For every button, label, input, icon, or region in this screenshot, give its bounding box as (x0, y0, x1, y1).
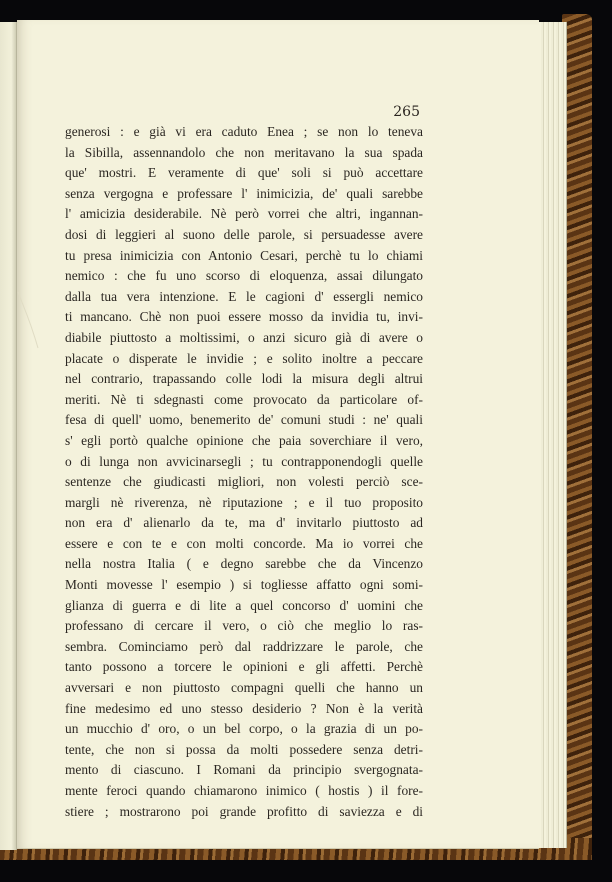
text-line: l' amicizia desiderabile. Nè però vorrei che altri, ingannan- (65, 206, 423, 222)
page-stack-edges (536, 22, 567, 848)
text-line: nella nostra Italia ( e degno sarebbe che da Vincenzo (65, 556, 423, 572)
body-text (65, 122, 423, 822)
text-line: senza vergogna e professare l' inimicizia, de' quali sarebbe (65, 185, 423, 201)
text-line: mento di ciascuno. I Romani da principio svergognata- (65, 762, 423, 778)
text-line: Monti movesse l' esempio ) si togliesse affatto ogni somi- (65, 577, 423, 593)
binding-thread (16, 290, 40, 350)
text-line: tente, che non si possa da molti possedere senza detri- (65, 741, 423, 757)
text-line: la Sibilla, assennandolo che non meritavano la sua spada (65, 144, 423, 160)
book-page (17, 20, 539, 849)
text-line: fesa di quell' uomo, benemerito de' comuni studi : ne' quali (65, 412, 423, 428)
text-line: fine medesimo ed uno stesso desiderio ? Non è la verità (65, 700, 423, 716)
text-line: tanto possono a torcere le opinioni e gli affetti. Perchè (65, 659, 423, 675)
text-line: ti mancano. Chè non puoi essere mosso da invidia tu, invi- (65, 309, 423, 325)
text-line: glianza di guerra e di lite a quel concorso d' uomini che (65, 597, 423, 613)
text-line: professano di cercare il vero, o ciò che meglio lo ras- (65, 618, 423, 634)
facing-page-edge (0, 22, 17, 850)
text-line: essere e con te e con molti concorde. Ma io vorrei che (65, 535, 423, 551)
text-line: mente feroci quando chiamarono inimico ( hostis ) il fore- (65, 783, 423, 798)
text-line: avversari e non piuttosto compagni quelli che hanno un (65, 680, 423, 696)
text-line: placate o disperate le invidie ; e solito inoltre a peccare (65, 350, 423, 366)
text-line: stiere ; mostrarono poi grande profitto di saviezza e di (65, 803, 423, 819)
text-line: tu presa inimicizia con Antonio Cesari, perchè tu lo chiami (65, 247, 423, 263)
text-line: generosi : e già vi era caduto Enea ; se non lo teneva (65, 124, 423, 139)
page-number: 265 (393, 104, 420, 120)
text-line: un mucchio d' oro, o un bel corpo, o la grazia di un po- (65, 721, 423, 737)
text-line: o di lunga non avvicinarsegli ; tu contrapponendogli quelle (65, 453, 423, 469)
text-line: s' egli portò qualche opinione che paia soverchiare il vero, (65, 432, 423, 448)
text-line: dalla tua vera intenzione. E le cagioni d' essergli nemico (65, 288, 423, 304)
text-line: meriti. Nè ti sdegnasti come provocato da particolare of- (65, 391, 423, 407)
text-line: margli nè riverenza, nè riputazione ; e il tuo proposito (65, 494, 423, 510)
text-line: non era d' alienarlo da te, ma d' invitarlo piuttosto ad (65, 515, 423, 531)
text-line: que' mostri. E veramente di que' soli si può accettare (65, 165, 423, 181)
text-line: sembra. Cominciamo però dal raddrizzare le parole, che (65, 638, 423, 654)
text-line: sentenze che giudicasti migliori, non volesti perciò sce- (65, 474, 423, 490)
text-line: diabile piuttosto a moltissimi, o anzi sicuro già di avere o (65, 329, 423, 345)
text-line: dosi di leggieri al suono delle parole, si persuadesse avere (65, 226, 423, 242)
text-line: nemico : che fu uno scorso di eloquenza, assai dilungato (65, 268, 423, 284)
text-line: nel contrario, trapassando colle lodi la misura degli altrui (65, 371, 423, 387)
